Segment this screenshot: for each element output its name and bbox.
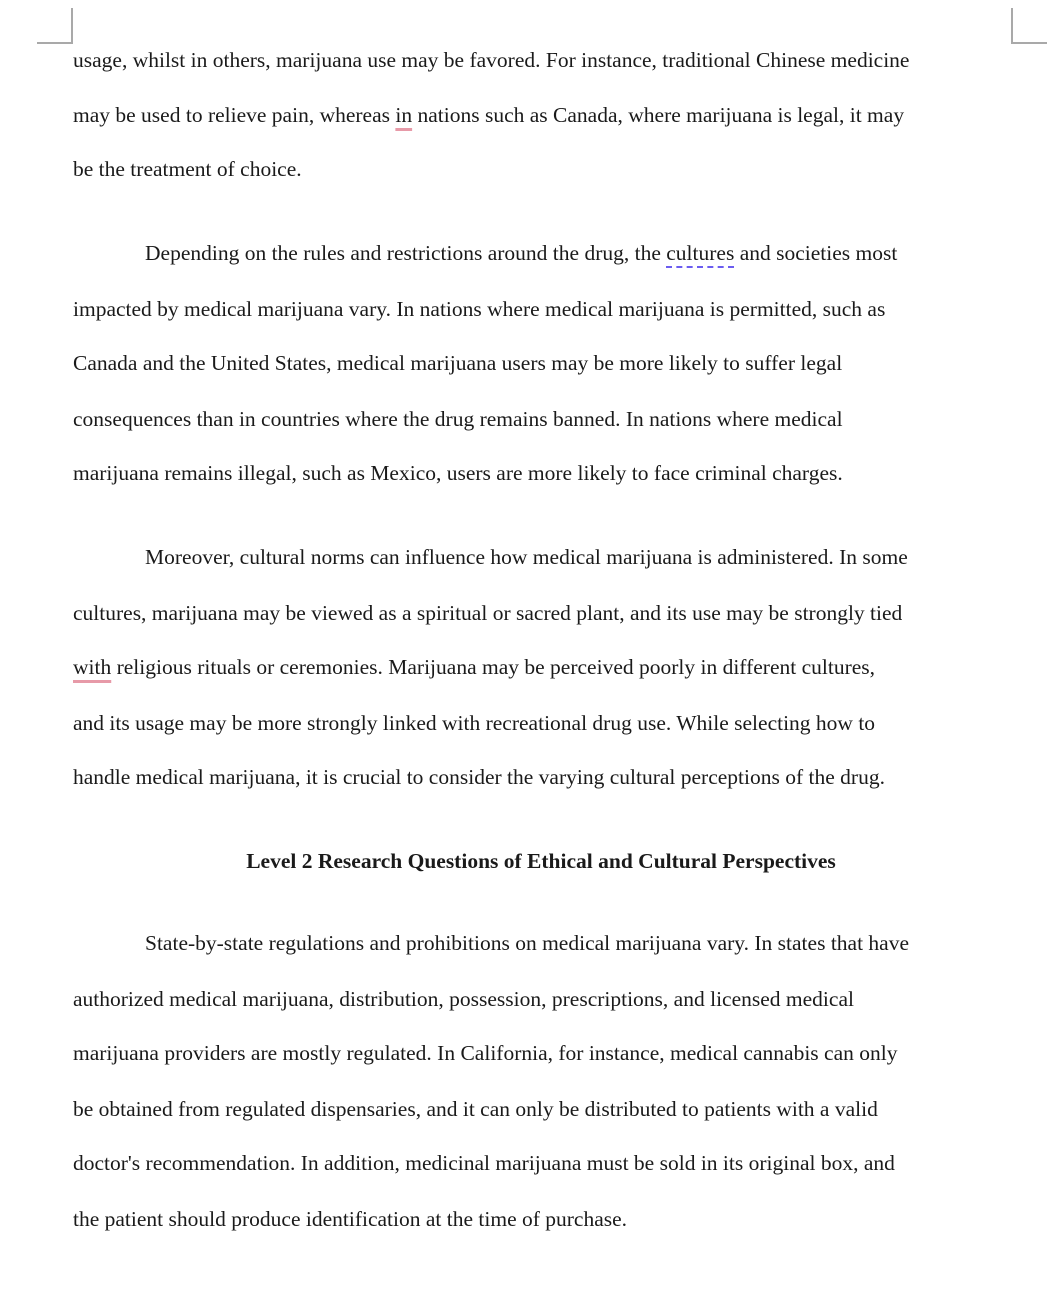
page-margin-marker-right: [1011, 8, 1047, 44]
section-heading[interactable]: Level 2 Research Questions of Ethical and Cultural Perspectives: [246, 849, 836, 873]
spelling-error-marker[interactable]: with: [73, 655, 112, 679]
spelling-error-marker[interactable]: in: [395, 103, 413, 127]
text-line[interactable]: Canada and the United States, medical marijuana users may be more likely to suffer legal: [73, 351, 843, 375]
grammar-suggestion-marker[interactable]: cultures: [666, 241, 735, 265]
text-line[interactable]: marijuana remains illegal, such as Mexico, users are more likely to face criminal charges.: [73, 461, 843, 485]
text-line[interactable]: consequences than in countries where the drug remains banned. In nations where medical: [73, 407, 843, 431]
text-line[interactable]: doctor's recommendation. In addition, medicinal marijuana must be sold in its original box, and: [73, 1151, 895, 1175]
text-line[interactable]: authorized medical marijuana, distribution, possession, prescriptions, and licensed medical: [73, 987, 854, 1011]
text-line[interactable]: be obtained from regulated dispensaries, and it can only be distributed to patients with a valid: [73, 1097, 878, 1121]
text-line[interactable]: Depending on the rules and restrictions around the drug, the cultures and societies most: [145, 241, 898, 265]
text-line[interactable]: and its usage may be more strongly linked with recreational drug use. While selecting how to: [73, 711, 876, 735]
text-line[interactable]: marijuana providers are mostly regulated. In California, for instance, medical cannabis can only: [73, 1041, 898, 1065]
text-line[interactable]: Moreover, cultural norms can influence how medical marijuana is administered. In some: [145, 545, 908, 569]
text-line[interactable]: impacted by medical marijuana vary. In nations where medical marijuana is permitted, such as: [73, 297, 886, 321]
page-margin-marker-left: [37, 8, 73, 44]
text-line[interactable]: State-by-state regulations and prohibitions on medical marijuana vary. In states that have: [145, 931, 910, 955]
text-line[interactable]: be the treatment of choice.: [73, 157, 302, 181]
text-line[interactable]: the patient should produce identification at the time of purchase.: [73, 1207, 628, 1231]
text-line[interactable]: handle medical marijuana, it is crucial to consider the varying cultural perceptions of the drug.: [73, 765, 885, 789]
text-line[interactable]: may be used to relieve pain, whereas in nations such as Canada, where marijuana is legal, it may: [73, 103, 905, 127]
text-line[interactable]: cultures, marijuana may be viewed as a spiritual or sacred plant, and its use may be strongly tied: [73, 601, 903, 625]
text-line[interactable]: usage, whilst in others, marijuana use may be favored. For instance, traditional Chinese medicine: [73, 48, 910, 72]
text-line[interactable]: with religious rituals or ceremonies. Marijuana may be perceived poorly in different cultures,: [73, 655, 876, 679]
